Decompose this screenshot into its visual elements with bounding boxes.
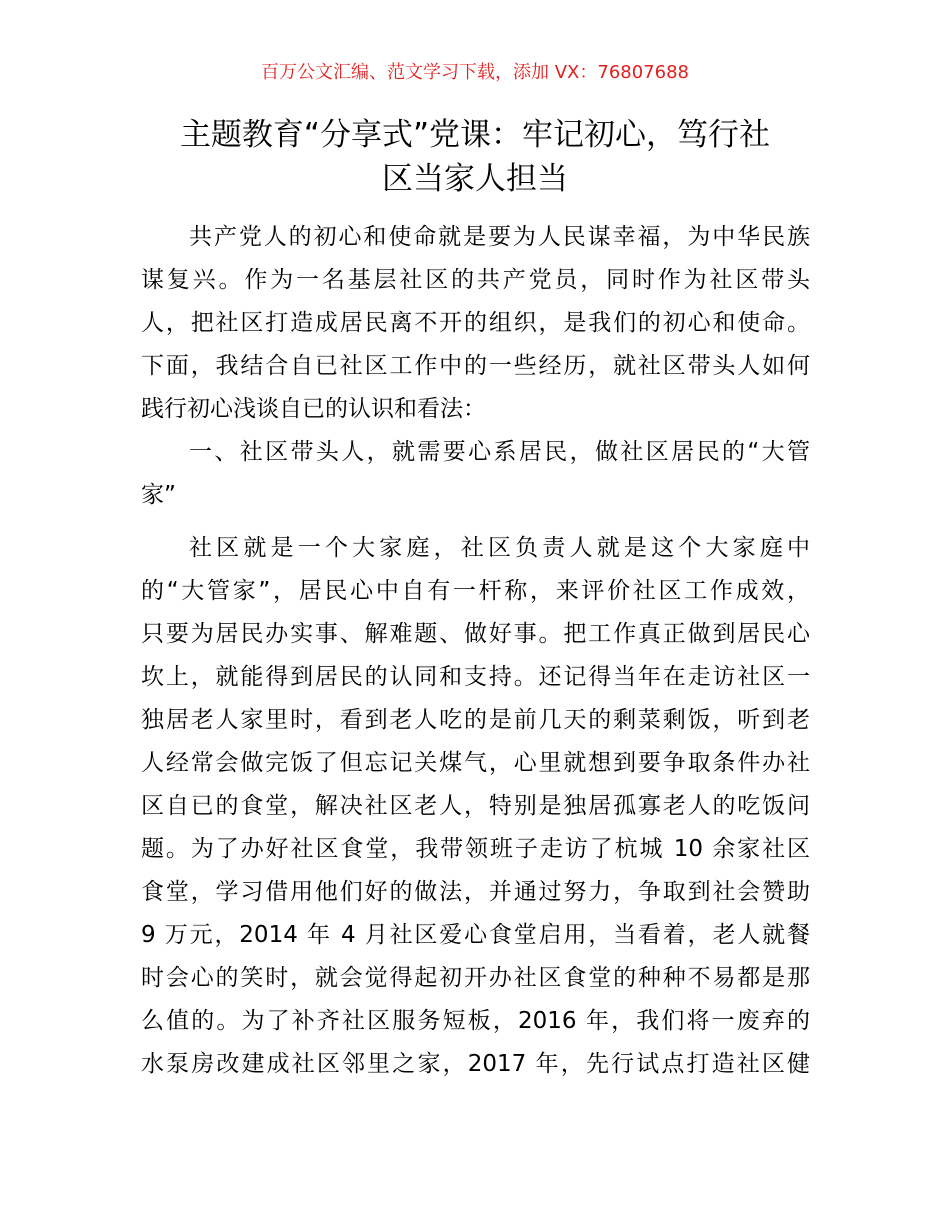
- text-line: 人经常会做完饭了但忘记关煤气，心里就想到要争取条件办社: [141, 750, 810, 776]
- text-line: 食堂，学习借用他们好的做法，并通过努力，争取到社会赞助: [141, 879, 810, 905]
- text-line: 一、社区带头人，就需要心系居民，做社区居民的“大管: [189, 439, 810, 465]
- title-line: 主题教育“分享式”党课：牢记初心，笃行社: [179, 117, 771, 153]
- text-line: 共产党人的初心和使命就是要为人民谋幸福，为中华民族: [189, 224, 810, 250]
- text-line: 谋复兴。作为一名基层社区的共产党员，同时作为社区带头: [141, 267, 810, 293]
- document-body: [141, 216, 810, 1086]
- paragraph-body: [141, 527, 810, 1086]
- watermark-header: 百万公文汇编、范文学习下载，添加 VX：76807688: [261, 62, 689, 83]
- text-line: 只要为居民办实事、解难题、做好事。把工作真正做到居民心: [141, 621, 810, 647]
- text-line: 社区就是一个大家庭，社区负责人就是这个大家庭中: [189, 535, 810, 561]
- text-line: 9 万元，2014 年 4 月社区爱心食堂启用，当看着，老人就餐: [141, 922, 810, 948]
- text-line: 的“大管家”，居民心中自有一杆称，来评价社区工作成效，: [141, 578, 810, 604]
- text-line: 区自已的食堂，解决社区老人，特别是独居孤寡老人的吃饭问: [141, 793, 810, 819]
- paragraph-intro: [141, 216, 810, 431]
- section-heading-1: [141, 431, 810, 517]
- text-line: 坎上，就能得到居民的认同和支持。还记得当年在走访社区一: [141, 664, 810, 690]
- document-title: [130, 113, 820, 201]
- text-line: 践行初心浅谈自已的认识和看法：: [141, 396, 486, 422]
- text-line: 时会心的笑时，就会觉得起初开办社区食堂的种种不易都是那: [141, 965, 810, 991]
- text-line: 下面，我结合自已社区工作中的一些经历，就社区带头人如何: [141, 353, 810, 379]
- text-line: 家”: [141, 482, 176, 508]
- title-line: 区当家人担当: [382, 161, 568, 197]
- text-line: 水泵房改建成社区邻里之家，2017 年，先行试点打造社区健: [141, 1051, 810, 1077]
- text-line: 么值的。为了补齐社区服务短板，2016 年，我们将一废弃的: [141, 1008, 810, 1034]
- text-line: 独居老人家里时，看到老人吃的是前几天的剩菜剩饭，听到老: [141, 707, 810, 733]
- text-line: 人，把社区打造成居民离不开的组织，是我们的初心和使命。: [141, 310, 810, 336]
- text-line: 题。为了办好社区食堂，我带领班子走访了杭城 10 余家社区: [141, 836, 810, 862]
